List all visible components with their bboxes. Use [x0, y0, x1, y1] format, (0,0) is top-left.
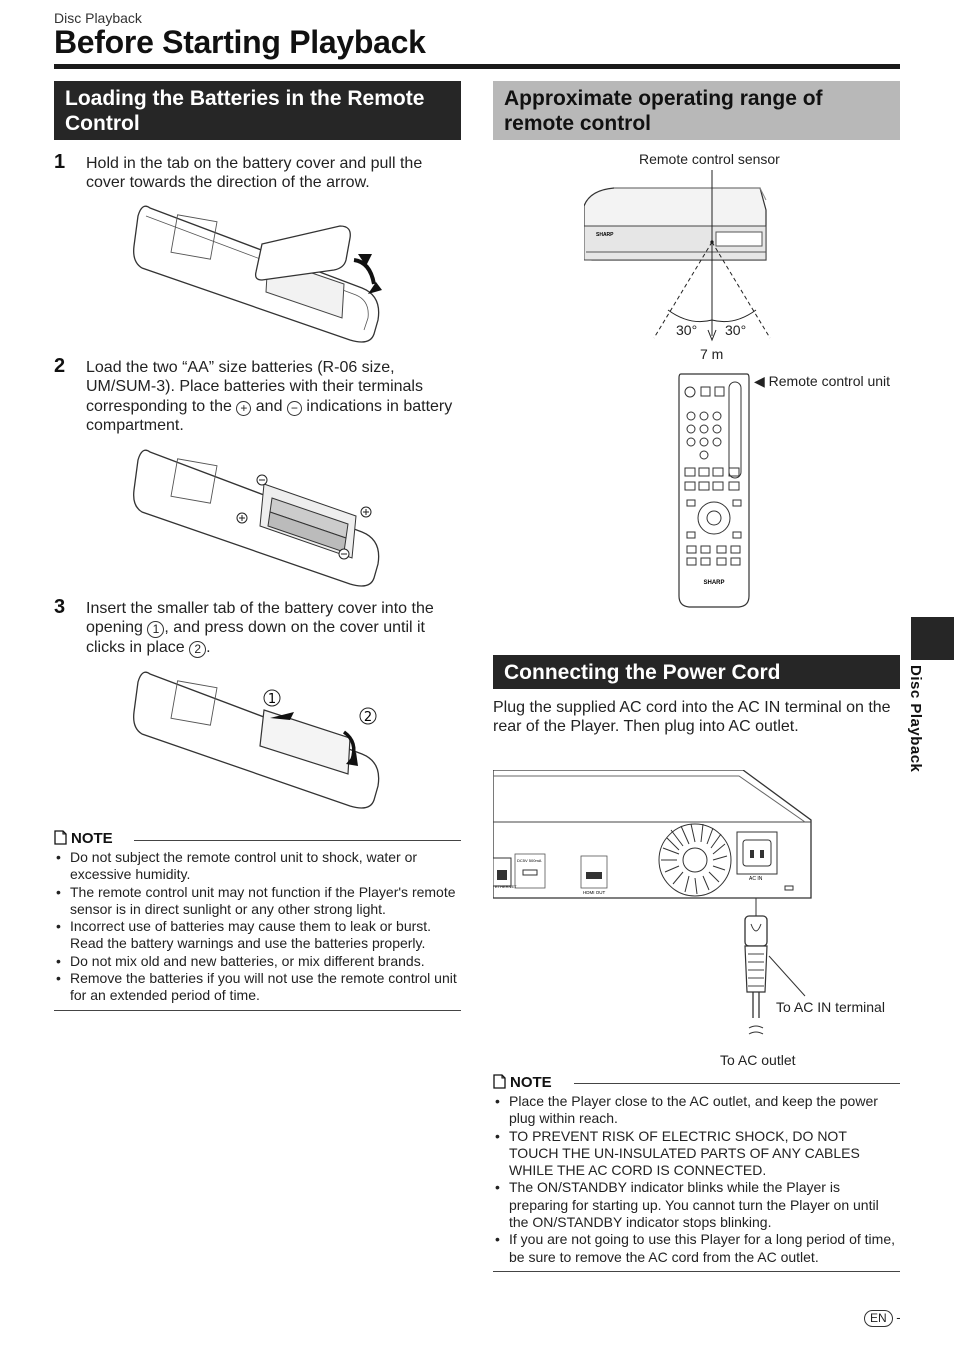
ac-in-terminal-label: To AC IN terminal [776, 999, 885, 1015]
note-item: • The ON/STANDBY indicator blinks while the Player is preparing for starting up. You cannot turn the Player on until the ON/STANDBY indicator stops blinking. [493, 1179, 897, 1231]
player-brand: SHARP [596, 232, 614, 238]
operating-range-diagram [584, 170, 784, 370]
battery-cover-closing-illustration [130, 662, 390, 814]
section-heading-power: Connecting the Power Cord [493, 655, 900, 689]
minus-symbol: − [287, 401, 302, 416]
circled-1: 1 [147, 621, 164, 638]
step-3-text-c: . [206, 639, 211, 657]
note-heading-left [54, 830, 113, 847]
power-cord-illustration [493, 770, 813, 1052]
note-heading-right [493, 1074, 552, 1091]
ac-outlet-label: To AC outlet [720, 1052, 796, 1068]
note-list-left [54, 849, 461, 1005]
section-heading-range: Approximate operating range of remote control [493, 81, 900, 140]
note-label-left: NOTE [71, 830, 113, 847]
panel-label-dc: DC5V 500mA [517, 858, 542, 863]
note-list-right [493, 1093, 897, 1266]
note-label-right: NOTE [510, 1074, 552, 1091]
side-tab-label: Disc Playback [907, 665, 924, 773]
remote-unit-label: ◀ Remote control unit [754, 373, 891, 389]
note-end-rule-left [54, 1010, 461, 1011]
note-item: • Do not subject the remote control unit to shock, water or excessive humidity. [54, 849, 461, 884]
step-2-text-a: Load the two “AA” size batteries (R-06 size, UM/SUM-3). Place batteries with their terminals corresponding to the [86, 359, 423, 415]
angle-left: 30° [676, 322, 698, 338]
fig3-label-2: 2 [363, 710, 373, 725]
note-icon [54, 830, 67, 845]
note-item: • TO PREVENT RISK OF ELECTRIC SHOCK, DO NOT TOUCH THE UN-INSULATED PARTS OF ANY CABLES WHILE THE AC CORD IS CONNECTED. [493, 1128, 897, 1180]
side-tab-marker [911, 617, 954, 660]
section-heading-batteries: Loading the Batteries in the Remote Control [54, 81, 461, 140]
step-3-number: 3 [54, 596, 66, 618]
step-3-text-b: , and press down on the cover until it clicks in place [86, 619, 425, 657]
title-rule [54, 64, 900, 69]
page-number-dash: - [896, 1310, 901, 1325]
battery-insertion-illustration [130, 440, 390, 592]
angle-right: 30° [725, 322, 747, 338]
note-icon [493, 1074, 506, 1089]
plus-symbol: + [236, 401, 251, 416]
page-footer [864, 1310, 901, 1327]
note-item: • If you are not going to use this Player for a long period of time, be sure to remove the AC cord from the AC outlet. [493, 1231, 897, 1266]
remote-brand: SHARP [703, 580, 725, 586]
battery-cover-removal-illustration [130, 196, 390, 348]
note-item: • The remote control unit may not function if the Player's remote sensor is in direct sunlight or any other strong light. [54, 884, 461, 919]
remote-control-illustration [677, 372, 751, 609]
step-1-number: 1 [54, 151, 66, 173]
note-end-rule-right [493, 1271, 900, 1272]
note-item: • Incorrect use of batteries may cause them to leak or burst. Read the battery warnings and use the batteries properly. [54, 918, 461, 953]
language-badge: EN [864, 1310, 893, 1327]
sensor-label: Remote control sensor [639, 151, 780, 167]
note-rule-right [574, 1083, 900, 1084]
note-item: • Place the Player close to the AC outlet, and keep the power plug within reach. [493, 1093, 897, 1128]
step-1-text: Hold in the tab on the battery cover and pull the cover towards the direction of the arrow. [86, 155, 423, 192]
distance-label: 7 m [700, 346, 724, 362]
page-title: Before Starting Playback [54, 24, 426, 60]
circled-2: 2 [189, 641, 206, 658]
step-2-text-b: indications in battery compartment. [86, 397, 453, 434]
panel-label-ac-in: AC IN [749, 876, 763, 882]
panel-label-ethernet: ETHERNET [495, 884, 517, 889]
step-2-text [86, 358, 458, 435]
fig3-label-1: 1 [267, 692, 277, 707]
panel-label-hdmi: HDMI OUT [583, 890, 606, 895]
note-item: • Do not mix old and new batteries, or mix different brands. [54, 953, 461, 970]
step-2-number: 2 [54, 355, 66, 377]
note-rule-left [134, 840, 461, 841]
step-3-text [86, 599, 458, 658]
note-item: • Remove the batteries if you will not use the remote control unit for an extended period of time. [54, 970, 461, 1005]
step-3-text-a: Insert the smaller tab of the battery cover into the opening [86, 600, 434, 637]
breadcrumb: Disc Playback [54, 10, 142, 26]
step-2-and: and [255, 397, 283, 415]
power-instructions: Plug the supplied AC cord into the AC IN terminal on the rear of the Player. Then plug into AC outlet. [493, 699, 891, 736]
